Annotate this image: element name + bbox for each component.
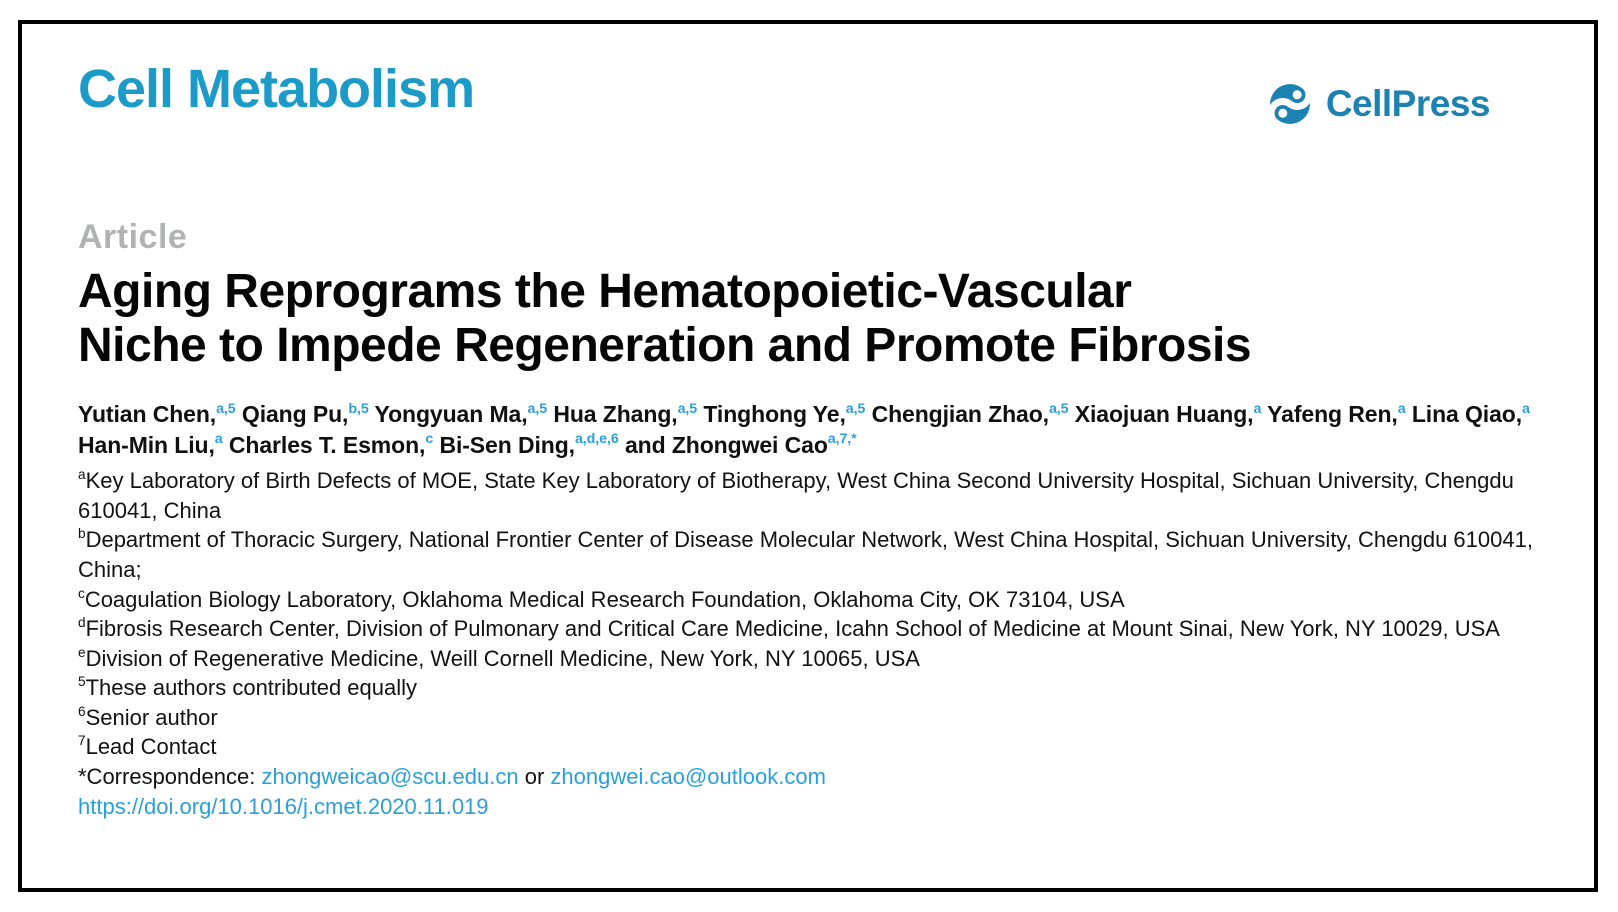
footnote-text: Senior author (85, 704, 218, 730)
email-link-secondary[interactable]: zhongwei.cao@outlook.com (550, 763, 826, 789)
correspondence-separator: or (518, 763, 551, 789)
affiliation-text: Division of Regenerative Medicine, Weill Cornell Medicine, New York, NY 10065, USA (85, 645, 920, 671)
article-backmatter (78, 466, 1542, 821)
affiliation-text: Coagulation Biology Laboratory, Oklahoma Medical Research Foundation, Oklahoma City, OK 73104, USA (84, 586, 1125, 612)
affiliation-text: Fibrosis Research Center, Division of Pulmonary and Critical Care Medicine, Icahn School of Medicine at Mount Sinai, New York, NY 10029, USA (85, 616, 1500, 642)
affiliation-sup: a (78, 467, 86, 483)
masthead (78, 60, 1542, 130)
footnote-entry (78, 703, 1542, 733)
author-name: Yongyuan Ma, (374, 401, 528, 428)
publisher-logo (1262, 78, 1490, 130)
footnote-entry (78, 673, 1542, 703)
author-affiliation-sup: a,d,e,6 (574, 431, 619, 448)
affiliation-sup: c (78, 585, 85, 601)
journal-logo-text: Cell Metabolism (78, 59, 475, 119)
author-name: and Zhongwei Cao (624, 431, 828, 458)
article-title-line1: Aging Reprograms the Hematopoietic-Vascular (78, 265, 1132, 318)
affiliation-entry (78, 614, 1542, 644)
footnote-sup: 5 (78, 674, 86, 690)
author-affiliation-sup: a,5 (845, 401, 866, 418)
correspondence-line (78, 762, 1542, 792)
author-name: Xiaojuan Huang, (1074, 401, 1254, 428)
author-list (78, 399, 1542, 460)
footnote-entry (78, 732, 1542, 762)
affiliation-entry (78, 525, 1542, 584)
author-name: Chengjian Zhao, (871, 401, 1049, 428)
author-affiliation-sup: a,5 (677, 401, 698, 418)
author-name: Yutian Chen, (78, 401, 217, 428)
author-affiliation-sup: a,5 (1048, 401, 1069, 418)
affiliation-text: Department of Thoracic Surgery, National Frontier Center of Disease Molecular Network, West China Hospital, Sichuan University, Chengdu 610041, China; (78, 527, 1533, 582)
affiliation-entry (78, 466, 1542, 525)
author-name: Lina Qiao, (1411, 401, 1523, 428)
author-affiliation-sup: a,5 (216, 401, 236, 418)
correspondence-label: *Correspondence: (78, 763, 262, 789)
affiliation-sup: b (78, 526, 86, 542)
author-name: Qiang Pu, (241, 401, 349, 428)
footnote-text: These authors contributed equally (85, 675, 418, 701)
author-affiliation-sup: a (1397, 401, 1406, 418)
author-name: Tinghong Ye, (703, 401, 846, 428)
author-affiliation-sup: b,5 (348, 401, 369, 418)
footnote-sup: 6 (78, 703, 86, 719)
footnote-text: Lead Contact (85, 734, 217, 760)
author-affiliation-sup: a (1253, 401, 1262, 418)
footnote-sup: 7 (78, 733, 86, 749)
publisher-name: CellPress (1325, 83, 1490, 124)
affiliation-sup: d (78, 615, 86, 631)
author-name: Bi-Sen Ding, (439, 431, 575, 458)
author-affiliation-sup: a,7,* (827, 431, 857, 448)
author-affiliation-sup: c (425, 431, 434, 448)
author-affiliation-sup: a,5 (527, 401, 548, 418)
author-name: Yafeng Ren, (1267, 401, 1398, 428)
affiliation-entry (78, 585, 1542, 615)
article-title (78, 265, 1542, 373)
article-title-line2: Niche to Impede Regeneration and Promote Fibrosis (78, 319, 1252, 373)
footnote-list (78, 673, 1542, 762)
article-title-page (18, 20, 1598, 892)
doi-link[interactable]: https://doi.org/10.1016/j.cmet.2020.11.019 (78, 793, 489, 819)
author-affiliation-sup: a (214, 431, 223, 448)
cellpress-icon (1262, 78, 1318, 130)
author-name: Hua Zhang, (553, 401, 678, 428)
affiliation-text: Key Laboratory of Birth Defects of MOE, State Key Laboratory of Biotherapy, West China Second University Hospital, Sichuan University, Chengdu 610041, China (78, 468, 1514, 523)
article-type-label: Article (78, 218, 188, 256)
doi-line (78, 792, 1542, 822)
affiliation-list (78, 466, 1542, 673)
author-name: Charles T. Esmon, (228, 431, 426, 458)
affiliation-sup: e (78, 644, 86, 660)
author-affiliation-sup: a (1522, 401, 1530, 418)
email-link-primary[interactable]: zhongweicao@scu.edu.cn (261, 763, 519, 789)
author-name: Han-Min Liu, (78, 431, 215, 458)
affiliation-entry (78, 644, 1542, 674)
